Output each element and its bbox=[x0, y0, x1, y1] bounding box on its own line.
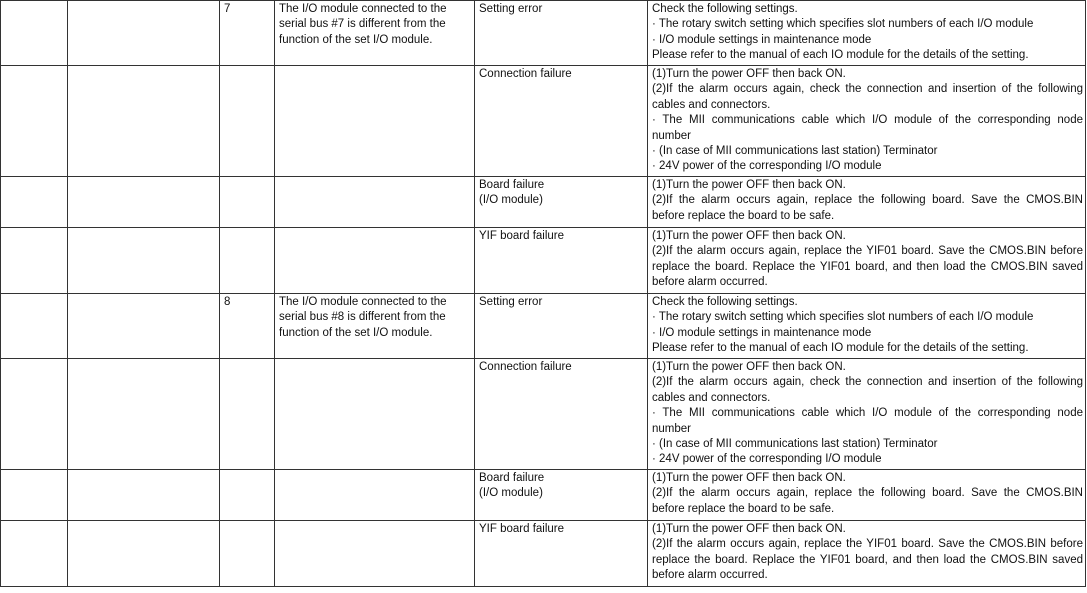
remedy-bullet: · I/O module settings in maintenance mode bbox=[652, 33, 872, 46]
blank-cell bbox=[275, 66, 475, 177]
sub-code-cell: 7 bbox=[220, 1, 275, 66]
blank-cell bbox=[220, 521, 275, 587]
blank-cell bbox=[220, 470, 275, 521]
cause-text: Setting error bbox=[479, 3, 543, 15]
blank-cell bbox=[68, 66, 220, 177]
table-row bbox=[1, 294, 1086, 359]
cause-cell bbox=[475, 359, 648, 470]
blank-cell bbox=[68, 470, 220, 521]
remedy-cell bbox=[648, 359, 1086, 470]
cause-text: Setting error bbox=[479, 296, 543, 308]
blank-cell bbox=[1, 294, 68, 359]
blank-cell bbox=[1, 177, 68, 228]
blank-cell bbox=[220, 228, 275, 294]
cause-cell bbox=[475, 1, 648, 66]
cause-text: Board failure bbox=[479, 472, 545, 484]
remedy-cell bbox=[648, 177, 1086, 228]
cause-text: Connection failure bbox=[479, 68, 572, 80]
remedy-line: Check the following settings. bbox=[652, 3, 798, 15]
remedy-line: (2)If the alarm occurs again, replace the YIF01 board. Save the CMOS.BIN before replace the board. Replace the YIF01 board, and then load the CMOS.BIN saved before alarm occurred. bbox=[652, 538, 1083, 582]
cause-text: (I/O module) bbox=[479, 194, 543, 207]
cause-cell bbox=[475, 177, 648, 228]
cause-text: YIF board failure bbox=[479, 523, 565, 535]
remedy-bullet: · I/O module settings in maintenance mode bbox=[652, 326, 872, 339]
cause-cell bbox=[475, 66, 648, 177]
table-row bbox=[1, 1, 1086, 66]
table-row bbox=[1, 359, 1086, 470]
remedy-line: Please refer to the manual of each IO module for the details of the setting. bbox=[652, 49, 1029, 62]
remedy-line: (1)Turn the power OFF then back ON. bbox=[652, 68, 846, 80]
remedy-cell bbox=[648, 228, 1086, 294]
remedy-bullet: · (In case of MII communications last station) Terminator bbox=[652, 145, 938, 158]
cause-text: Board failure bbox=[479, 179, 545, 191]
blank-cell bbox=[1, 521, 68, 587]
remedy-cell bbox=[648, 1, 1086, 66]
remedy-line: (2)If the alarm occurs again, check the connection and insertion of the following cables and connectors. bbox=[652, 83, 1083, 111]
table-row bbox=[1, 521, 1086, 587]
blank-cell bbox=[1, 1, 68, 66]
remedy-cell bbox=[648, 66, 1086, 177]
remedy-line: (1)Turn the power OFF then back ON. bbox=[652, 179, 846, 191]
blank-cell bbox=[220, 66, 275, 177]
remedy-line: (2)If the alarm occurs again, replace the following board. Save the CMOS.BIN before replace the board to be safe. bbox=[652, 487, 1083, 515]
remedy-line: (1)Turn the power OFF then back ON. bbox=[652, 230, 846, 242]
cause-cell bbox=[475, 521, 648, 587]
blank-cell bbox=[1, 66, 68, 177]
blank-cell bbox=[1, 470, 68, 521]
blank-cell bbox=[68, 521, 220, 587]
blank-cell bbox=[1, 228, 68, 294]
remedy-cell bbox=[648, 521, 1086, 587]
blank-cell bbox=[68, 294, 220, 359]
description-cell: The I/O module connected to the serial bus #7 is different from the function of the set I/O module. bbox=[275, 1, 475, 66]
blank-cell bbox=[275, 470, 475, 521]
remedy-bullet: · The MII communications cable which I/O module of the corresponding node number bbox=[652, 114, 1083, 142]
blank-cell bbox=[68, 177, 220, 228]
cause-cell bbox=[475, 470, 648, 521]
cause-text: (I/O module) bbox=[479, 487, 543, 500]
remedy-bullet: · (In case of MII communications last station) Terminator bbox=[652, 438, 938, 451]
remedy-line: (1)Turn the power OFF then back ON. bbox=[652, 472, 846, 484]
remedy-line: (1)Turn the power OFF then back ON. bbox=[652, 361, 846, 373]
remedy-bullet: · 24V power of the corresponding I/O module bbox=[652, 453, 882, 466]
remedy-line: (2)If the alarm occurs again, replace the YIF01 board. Save the CMOS.BIN before replace the board. Replace the YIF01 board, and then load the CMOS.BIN saved before alarm occurred. bbox=[652, 245, 1083, 289]
blank-cell bbox=[275, 177, 475, 228]
remedy-line: (2)If the alarm occurs again, replace the following board. Save the CMOS.BIN before replace the board to be safe. bbox=[652, 194, 1083, 222]
remedy-cell bbox=[648, 470, 1086, 521]
sub-code-cell: 8 bbox=[220, 294, 275, 359]
cause-text: Connection failure bbox=[479, 361, 572, 373]
table-row bbox=[1, 228, 1086, 294]
table-row bbox=[1, 470, 1086, 521]
remedy-cell bbox=[648, 294, 1086, 359]
blank-cell bbox=[68, 359, 220, 470]
cause-text: YIF board failure bbox=[479, 230, 565, 242]
blank-cell bbox=[220, 177, 275, 228]
blank-cell bbox=[275, 228, 475, 294]
cause-cell bbox=[475, 294, 648, 359]
remedy-bullet: · The rotary switch setting which specifies slot numbers of each I/O module bbox=[652, 311, 1034, 324]
blank-cell bbox=[220, 359, 275, 470]
blank-cell bbox=[1, 359, 68, 470]
blank-cell bbox=[275, 359, 475, 470]
remedy-bullet: · The MII communications cable which I/O module of the corresponding node number bbox=[652, 407, 1083, 435]
remedy-bullet: · 24V power of the corresponding I/O module bbox=[652, 160, 882, 173]
table-row bbox=[1, 66, 1086, 177]
blank-cell bbox=[275, 521, 475, 587]
cause-cell bbox=[475, 228, 648, 294]
description-cell: The I/O module connected to the serial bus #8 is different from the function of the set I/O module. bbox=[275, 294, 475, 359]
remedy-line: (1)Turn the power OFF then back ON. bbox=[652, 523, 846, 535]
remedy-line: (2)If the alarm occurs again, check the connection and insertion of the following cables and connectors. bbox=[652, 376, 1083, 404]
remedy-line: Check the following settings. bbox=[652, 296, 798, 308]
blank-cell bbox=[68, 1, 220, 66]
remedy-line: Please refer to the manual of each IO module for the details of the setting. bbox=[652, 342, 1029, 355]
remedy-bullet: · The rotary switch setting which specifies slot numbers of each I/O module bbox=[652, 18, 1034, 31]
table-row bbox=[1, 177, 1086, 228]
blank-cell bbox=[68, 228, 220, 294]
